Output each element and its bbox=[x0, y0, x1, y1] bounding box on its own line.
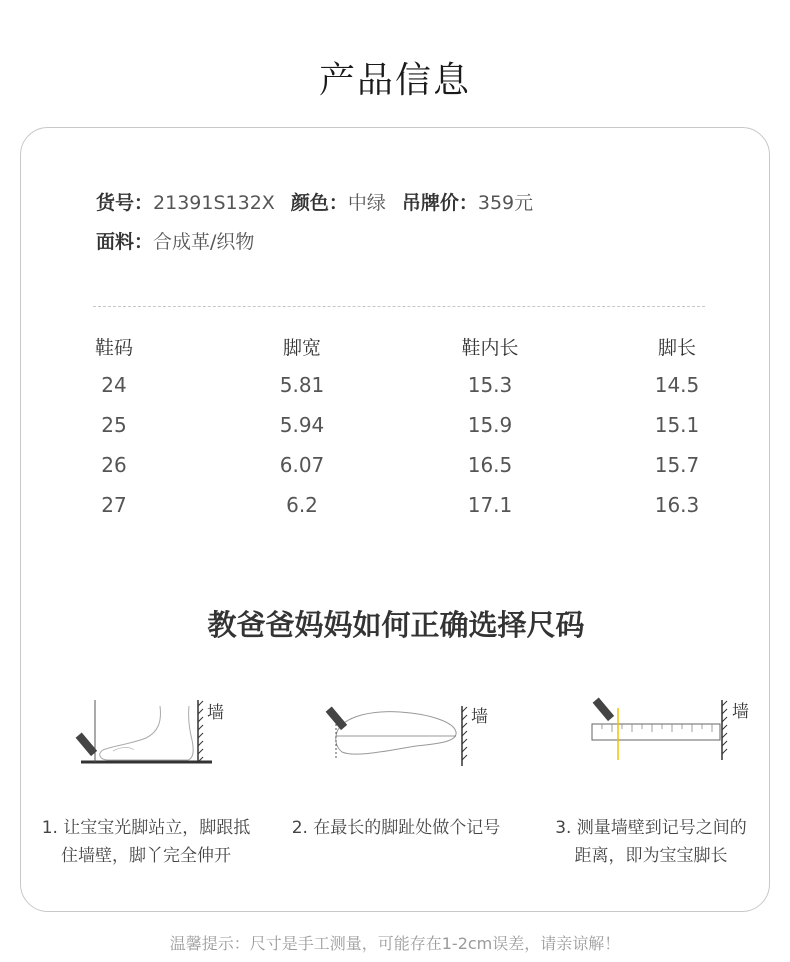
page-title: 产品信息 bbox=[318, 60, 471, 101]
table-cell: 17.1 bbox=[467, 493, 513, 517]
step-1-line-1: 1. 让宝宝光脚站立，脚跟抵 bbox=[41, 818, 251, 838]
table-row bbox=[21, 453, 771, 493]
footer-tip: 温馨提示：尺寸是手工测量，可能存在1-2cm误差，请亲谅解！ bbox=[169, 934, 621, 953]
table-cell: 24 bbox=[101, 373, 127, 397]
table-cell: 6.07 bbox=[279, 453, 325, 477]
table-cell: 16.3 bbox=[654, 493, 700, 517]
table-cell: 5.94 bbox=[279, 413, 325, 437]
table-cell: 15.3 bbox=[467, 373, 513, 397]
price-value: 359元 bbox=[477, 192, 534, 214]
item-no-label: 货号： bbox=[96, 192, 154, 214]
table-cell: 15.9 bbox=[467, 413, 513, 437]
step-3-line-2: 距离，即为宝宝脚长 bbox=[574, 846, 728, 866]
table-cell: 26 bbox=[101, 453, 127, 477]
material-label: 面料： bbox=[96, 231, 154, 253]
step-2-text bbox=[281, 814, 511, 842]
item-no-value: 21391S132X bbox=[153, 192, 275, 214]
table-cell: 5.81 bbox=[279, 373, 325, 397]
step-2-line-1: 2. 在最长的脚趾处做个记号 bbox=[291, 818, 501, 838]
color-label: 颜色： bbox=[290, 192, 348, 214]
table-cell: 16.5 bbox=[467, 453, 513, 477]
table-cell: 15.7 bbox=[654, 453, 700, 477]
wall-label: 墙 bbox=[207, 703, 224, 723]
wall-label: 墙 bbox=[732, 702, 749, 722]
header-foot-width: 脚宽 bbox=[282, 337, 321, 359]
table-cell: 25 bbox=[101, 413, 127, 437]
size-table bbox=[21, 333, 771, 533]
header-shoe-size: 鞋码 bbox=[94, 337, 133, 359]
step-1-text bbox=[31, 814, 261, 870]
table-row bbox=[21, 493, 771, 533]
guide-title: 教爸爸妈妈如何正确选择尺码 bbox=[207, 608, 585, 642]
product-info-card bbox=[20, 127, 770, 912]
step-3-line-1: 3. 测量墙壁到记号之间的 bbox=[555, 818, 747, 838]
info-row-basic bbox=[96, 188, 533, 215]
foot-top-diagram bbox=[304, 688, 488, 778]
table-cell: 14.5 bbox=[654, 373, 700, 397]
table-header-row bbox=[21, 333, 771, 373]
price-label: 吊牌价： bbox=[401, 192, 478, 214]
table-cell: 15.1 bbox=[654, 413, 700, 437]
ruler-measure-diagram bbox=[566, 688, 749, 778]
info-row-material bbox=[96, 227, 254, 254]
color-value: 中绿 bbox=[347, 192, 386, 214]
table-cell: 27 bbox=[101, 493, 127, 517]
table-cell: 6.2 bbox=[286, 493, 318, 517]
step-1-line-2: 住墙壁，脚丫完全伸开 bbox=[61, 846, 231, 866]
step-3-text bbox=[536, 814, 766, 870]
table-row bbox=[21, 413, 771, 453]
header-foot-length: 脚长 bbox=[657, 337, 696, 359]
header-inner-length: 鞋内长 bbox=[461, 337, 519, 359]
wall-label: 墙 bbox=[471, 707, 488, 727]
table-row bbox=[21, 373, 771, 413]
foot-side-diagram bbox=[76, 688, 256, 778]
material-value: 合成革/织物 bbox=[153, 231, 255, 253]
dashed-divider bbox=[93, 306, 705, 307]
